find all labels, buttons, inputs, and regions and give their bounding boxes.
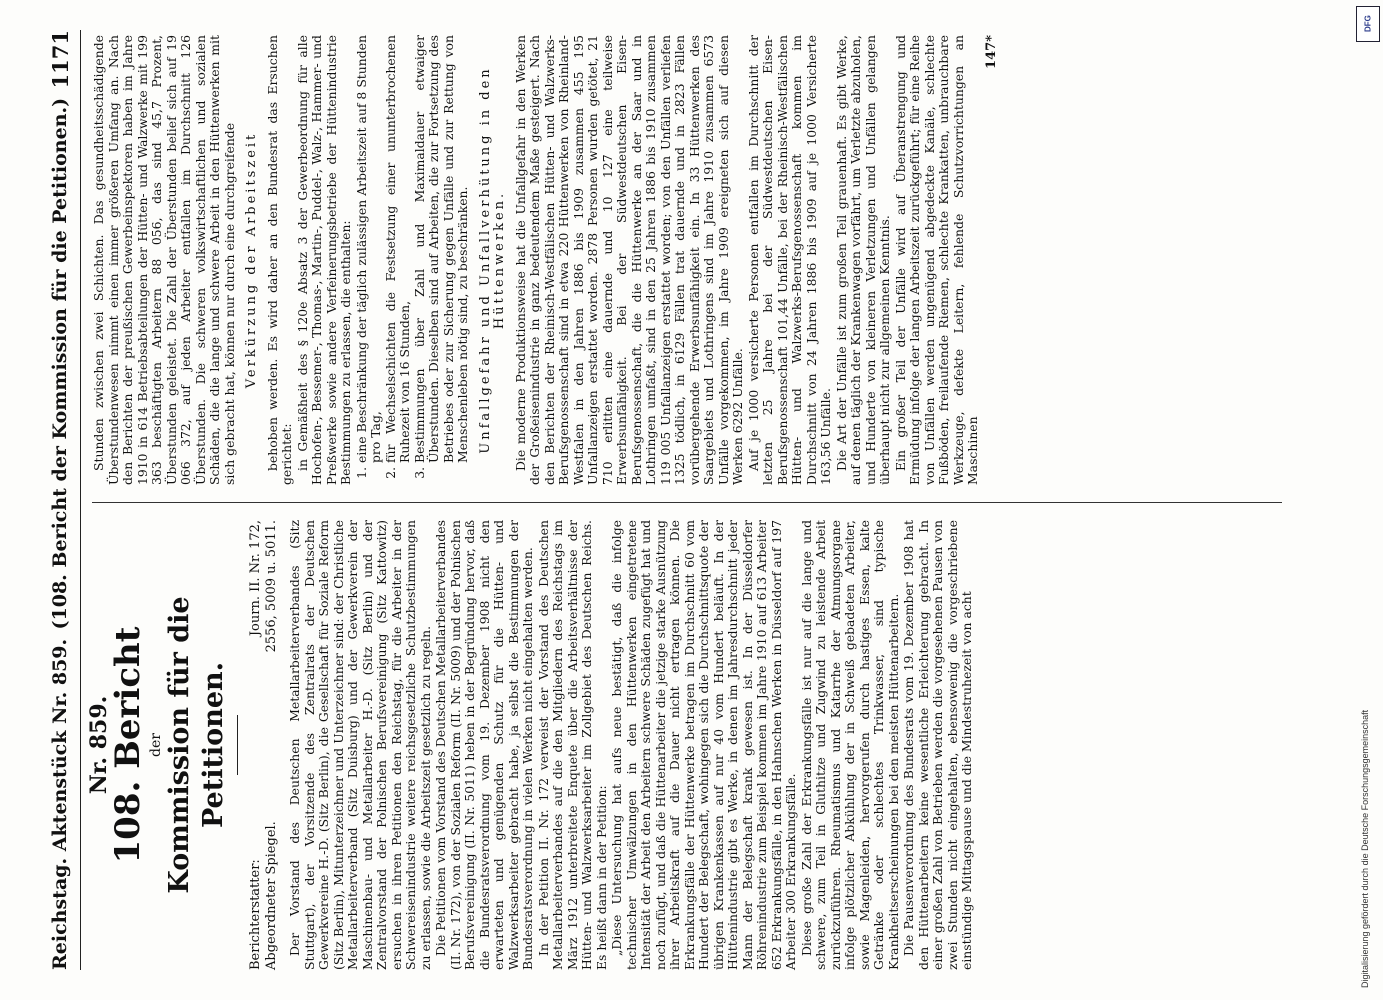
paragraph: Die Petitionen vom Vorstand des Deutschen Metallarbeiterverbandes (II. Nr. 172), von der Sozialen Reform (II. Nr. 5009) und der Polnischen Berufsvereinigung (II. Nr. 5011) heben in der Begründung hervor, daß die Bundesratsverordnung vom 19. Dezember 1908 nicht den erwarteten und genügenden Schutz für die Hütten- und Walzwerksarbeiter gebracht habe, ja selbst die Bestimmungen der Bundesratsverordnung in vielen Werken nicht eingehalten werden. [433,520,535,970]
commission-title: Kommission für die Petitionen. [164,596,229,894]
running-header [40,30,81,970]
paragraph: Auf je 1000 versicherte Personen entfallen im Durchschnitt der letzten 25 Jahre bei der Südwestdeutschen Eisen-Berufsgenossenschaft 101,44 Unfälle, bei der Rheinisch-Westfälischen Hütten- und Walzwerks-Berufsgenossenschaft kommen im Durchschnitt von 24 Jahren 1886 bis 1909 auf je 1000 Versicherte 163,56 Unfälle. [745,35,833,485]
paragraph: „Diese Untersuchung hat aufs neue bestätigt, daß die infolge technischer Umwälzungen in den Hüttenwerken eingetretene Intensität der Arbeit den Arbeitern schwere Schäden zugefügt hat und noch zufügt, und daß die Hüttenarbeiter die jetzige starke Ausnützung ihrer Arbeitskraft auf die Dauer nicht ertragen können. Die Erkrankungsfälle der Hüttenwerke betragen im Durchschnitt 60 vom Hundert der Belegschaft, wohingegen sich die Durchschnittsquote der übrigen Krankenkassen auf nur 40 vom Hundert beläuft. In der Hüttenindustrie gibt es Werke, in denen im Jahresdurchschnitt jeder Mann der Belegschaft krank gewesen ist. In der Düsseldorfer Röhrenindustrie zum Beispiel kommen im Jahre 1910 auf 613 Arbeiter 652 Erkrankungsfälle, in den Hahnschen Werken in Düsseldorf auf 197 Arbeiter 300 Erkrankungsfälle. [609,520,798,970]
list-item: 1. eine Beschränkung der täglich zulässigen Arbeitszeit auf 8 Stunden pro Tag, [355,35,384,463]
digitization-note: Digitalisierung gefördert durch die Deutsche Forschungsgemeinschaft [1360,709,1370,988]
paragraph: Diese große Zahl der Erkrankungsfälle ist nur auf die lange und schwere, zum Teil in Gluthitze und Zugwind zu leistende Arbeit zurückzuführen. Rheumatismus und Katarrhe der Atmungsorgane infolge plötzlicher Abkühlung der in Schweiß gebadeten Arbeiter, sowie Magenleiden, hervorgerufen durch hastiges Essen, kalte Getränke oder schlechtes Trinkwasser, sind typische Krankheitserscheinungen bei den meisten Hüttenarbeitern. [798,520,901,970]
document-number: Nr. 859. [86,695,112,795]
journal-ref-2: 2556, 5009 u. 5011. [264,520,279,653]
column-divider [92,502,1282,503]
paragraph: In der Petition II. Nr. 172 verweist der Vorstand des Deutschen Metallarbeiterverbandes auf die den Mitgliedern des Reichstags im März 1912 unterbreitete Enquete über die Arbeitsverhältnisse der Hütten- und Walzwerksarbeiter im Zollgebiet des Deutschen Reichs. Es heißt dann in der Petition: [535,520,609,970]
page-number: 1171 [47,30,73,89]
document-page [40,30,1300,970]
paragraph: Die Pausenverordnung des Bundesrats vom 19. Dezember 1908 hat den Hüttenarbeitern keine wesentliche Erleichterung gebracht. In einer großen Zahl von Betrieben werden die vorgesehenen Pausen von zwei Stunden nicht eingehalten, ebensowenig die vorgeschriebene einstündige Mittagspause und die Mindestruhezeit von acht [901,520,974,970]
paragraph: Die moderne Produktionsweise hat die Unfallgefahr in den Werken der Großeisenindustrie in ganz bedeutendem Maße gesteigert. Nach den Berichten der Rheinisch-Westfälischen Hütten- und Walzwerks-Berufsgenossenschaft sind in etwa 220 Hüttenwerken von Rheinland-Westfalen in den Jahren 1886 bis 1909 zusammen 455 195 Unfallanzeigen erstattet worden. 2878 Personen wurden getötet, 21 710 erlitten eine dauernde und 10 127 eine teilweise Erwerbsunfähigkeit. Bei der Südwestdeutschen Eisen-Berufsgenossenschaft, die die Hüttenwerke an der Saar und in Lothringen umfaßt, sind in den 25 Jahren 1886 bis 1910 zusammen 119 005 Unfallanzeigen erstattet worden; von den Unfällen verliefen 1325 tödlich, in 6129 Fällen trat dauernde und in 2823 Fällen vorübergehende Erwerbsunfähigkeit ein. In 33 Hüttenwerken des Saargebiets und Lothringens sind im Jahre 1910 zusammen 6573 Unfälle vorgekommen, im Jahre 1909 ereigneten sich auf diesen Werken 6292 Unfälle. [512,35,745,485]
header-center: (108. Bericht der Kommission für die Petitionen.) [49,97,71,630]
reporter-name: Abgeordneter Spiegel. [264,821,279,970]
reporter-block [248,520,280,970]
section-heading: Verkürzung der Arbeitszeit [244,131,259,389]
left-column [86,520,1282,970]
report-title: 108. Bericht [107,626,148,864]
reporter-role: Berichterstatter: [248,859,263,970]
paragraph: Stunden zwischen zwei Schichten. Das gesundheitsschädigende Überstundenwesen nimmt einen immer größeren Umfang an. Nach den Berichten der preußischen Gewerbeinspektoren haben im Jahre 1910 in 614 Betriebsabteilungen der Hütten- und Walzwerke mit 199 363 beschäftigten Arbeitern 88 056, das sind 45,7 Prozent, Überstunden geleistet. Die Zahl der Überstunden belief sich auf 19 066 372, auf jeden Arbeiter entfallen im Durchschnitt 126 Überstunden. Die schweren volkswirtschaftlichen und sozialen Schäden, die die lange und schwere Arbeit in den Hüttenwerken mit sich gebracht hat, können nur durch eine durchgreifende [91,35,237,485]
journal-ref-1: Journ. II. Nr. 172, [248,520,263,637]
paragraph: in Gemäßheit des § 120e Absatz 3 der Gewerbeordnung für alle Hochofen-, Bessemer-, Thomas-, Martin-, Puddel-, Walz-, Hammer- und Preßwerke sowie andere Verfeinerungsbetriebe der Hüttenindustrie Bestimmungen zu erlassen, die enthalten: [294,35,353,485]
paragraph: behoben werden. Es wird daher an den Bundesrat das Ersuchen gerichtet: [264,35,294,485]
right-column [92,35,1282,485]
title-rule [237,715,238,775]
title-block [86,520,238,970]
header-left: Reichstag. Aktenstück Nr. 859. [49,638,71,970]
paragraph: Der Vorstand des Deutschen Metallarbeiterverbandes (Sitz Stuttgart), der Vorsitzende des Zentralrats der Deutschen Gewerkvereine H.-D. (Sitz Berlin), die Gesellschaft für Soziale Reform (Sitz Berlin), Mitunterzeichner und Unterzeichner sind: der Christliche Metallarbeiterverband (Sitz Duisburg) und der Gewerkverein der Maschinenbau- und Metallarbeiter H.-D. (Sitz Berlin) und der Zentralvorstand der Polnischen Berufsvereinigung (Sitz Kattowitz) ersuchen in ihren Petitionen den Reichstag, für die Arbeiter in der Schwereisenindustrie weitere reichsgesetzliche Schutzbestimmungen zu erlassen, sowie die Arbeitszeit gesetzlich zu regeln. [287,520,433,970]
demand-list [355,35,471,485]
list-item: 3. Bestimmungen über Zahl und Maximaldauer etwaiger Überstunden. Dieselben sind auf Arbeiten, die zur Fortsetzung des Betriebes oder zur Sicherung gegen Unfälle und zur Rettung von Menschenleben nötig sind, zu beschränken. [413,35,471,463]
dfg-logo: DFG [1356,6,1380,42]
title-connector: der [147,733,164,757]
list-item: 2. für Wechselschichten die Festsetzung einer ununterbrochenen Ruhezeit von 16 Stunden, [384,35,413,463]
paragraph: Die Art der Unfälle ist zum großen Teil grauenhaft. Es gibt Werke, auf denen täglich der Krankenwagen vorfährt, um Verletzte abzuholen, und Hunderte von kleineren Verletzungen und Unfällen gelangen überhaupt nicht zur allgemeinen Kenntnis. [833,35,892,485]
paragraph: Ein großer Teil der Unfälle wird auf Überanstrengung und Ermüdung infolge der langen Arbeitszeit zurückgeführt; für eine Reihe von Unfällen werden ungenügend abgedeckte Kanäle, schlechte Fußböden, freilaufende Riemen, schlechte Krankatten, unbrauchbare Werkzeuge, defekte Leitern, fehlende Schutzvorrichtungen an Maschinen [892,35,980,485]
section-heading: Unfallgefahr und Unfallverhütung in den Hüttenwerken. [477,66,507,454]
signature-mark: 147* [983,35,999,69]
